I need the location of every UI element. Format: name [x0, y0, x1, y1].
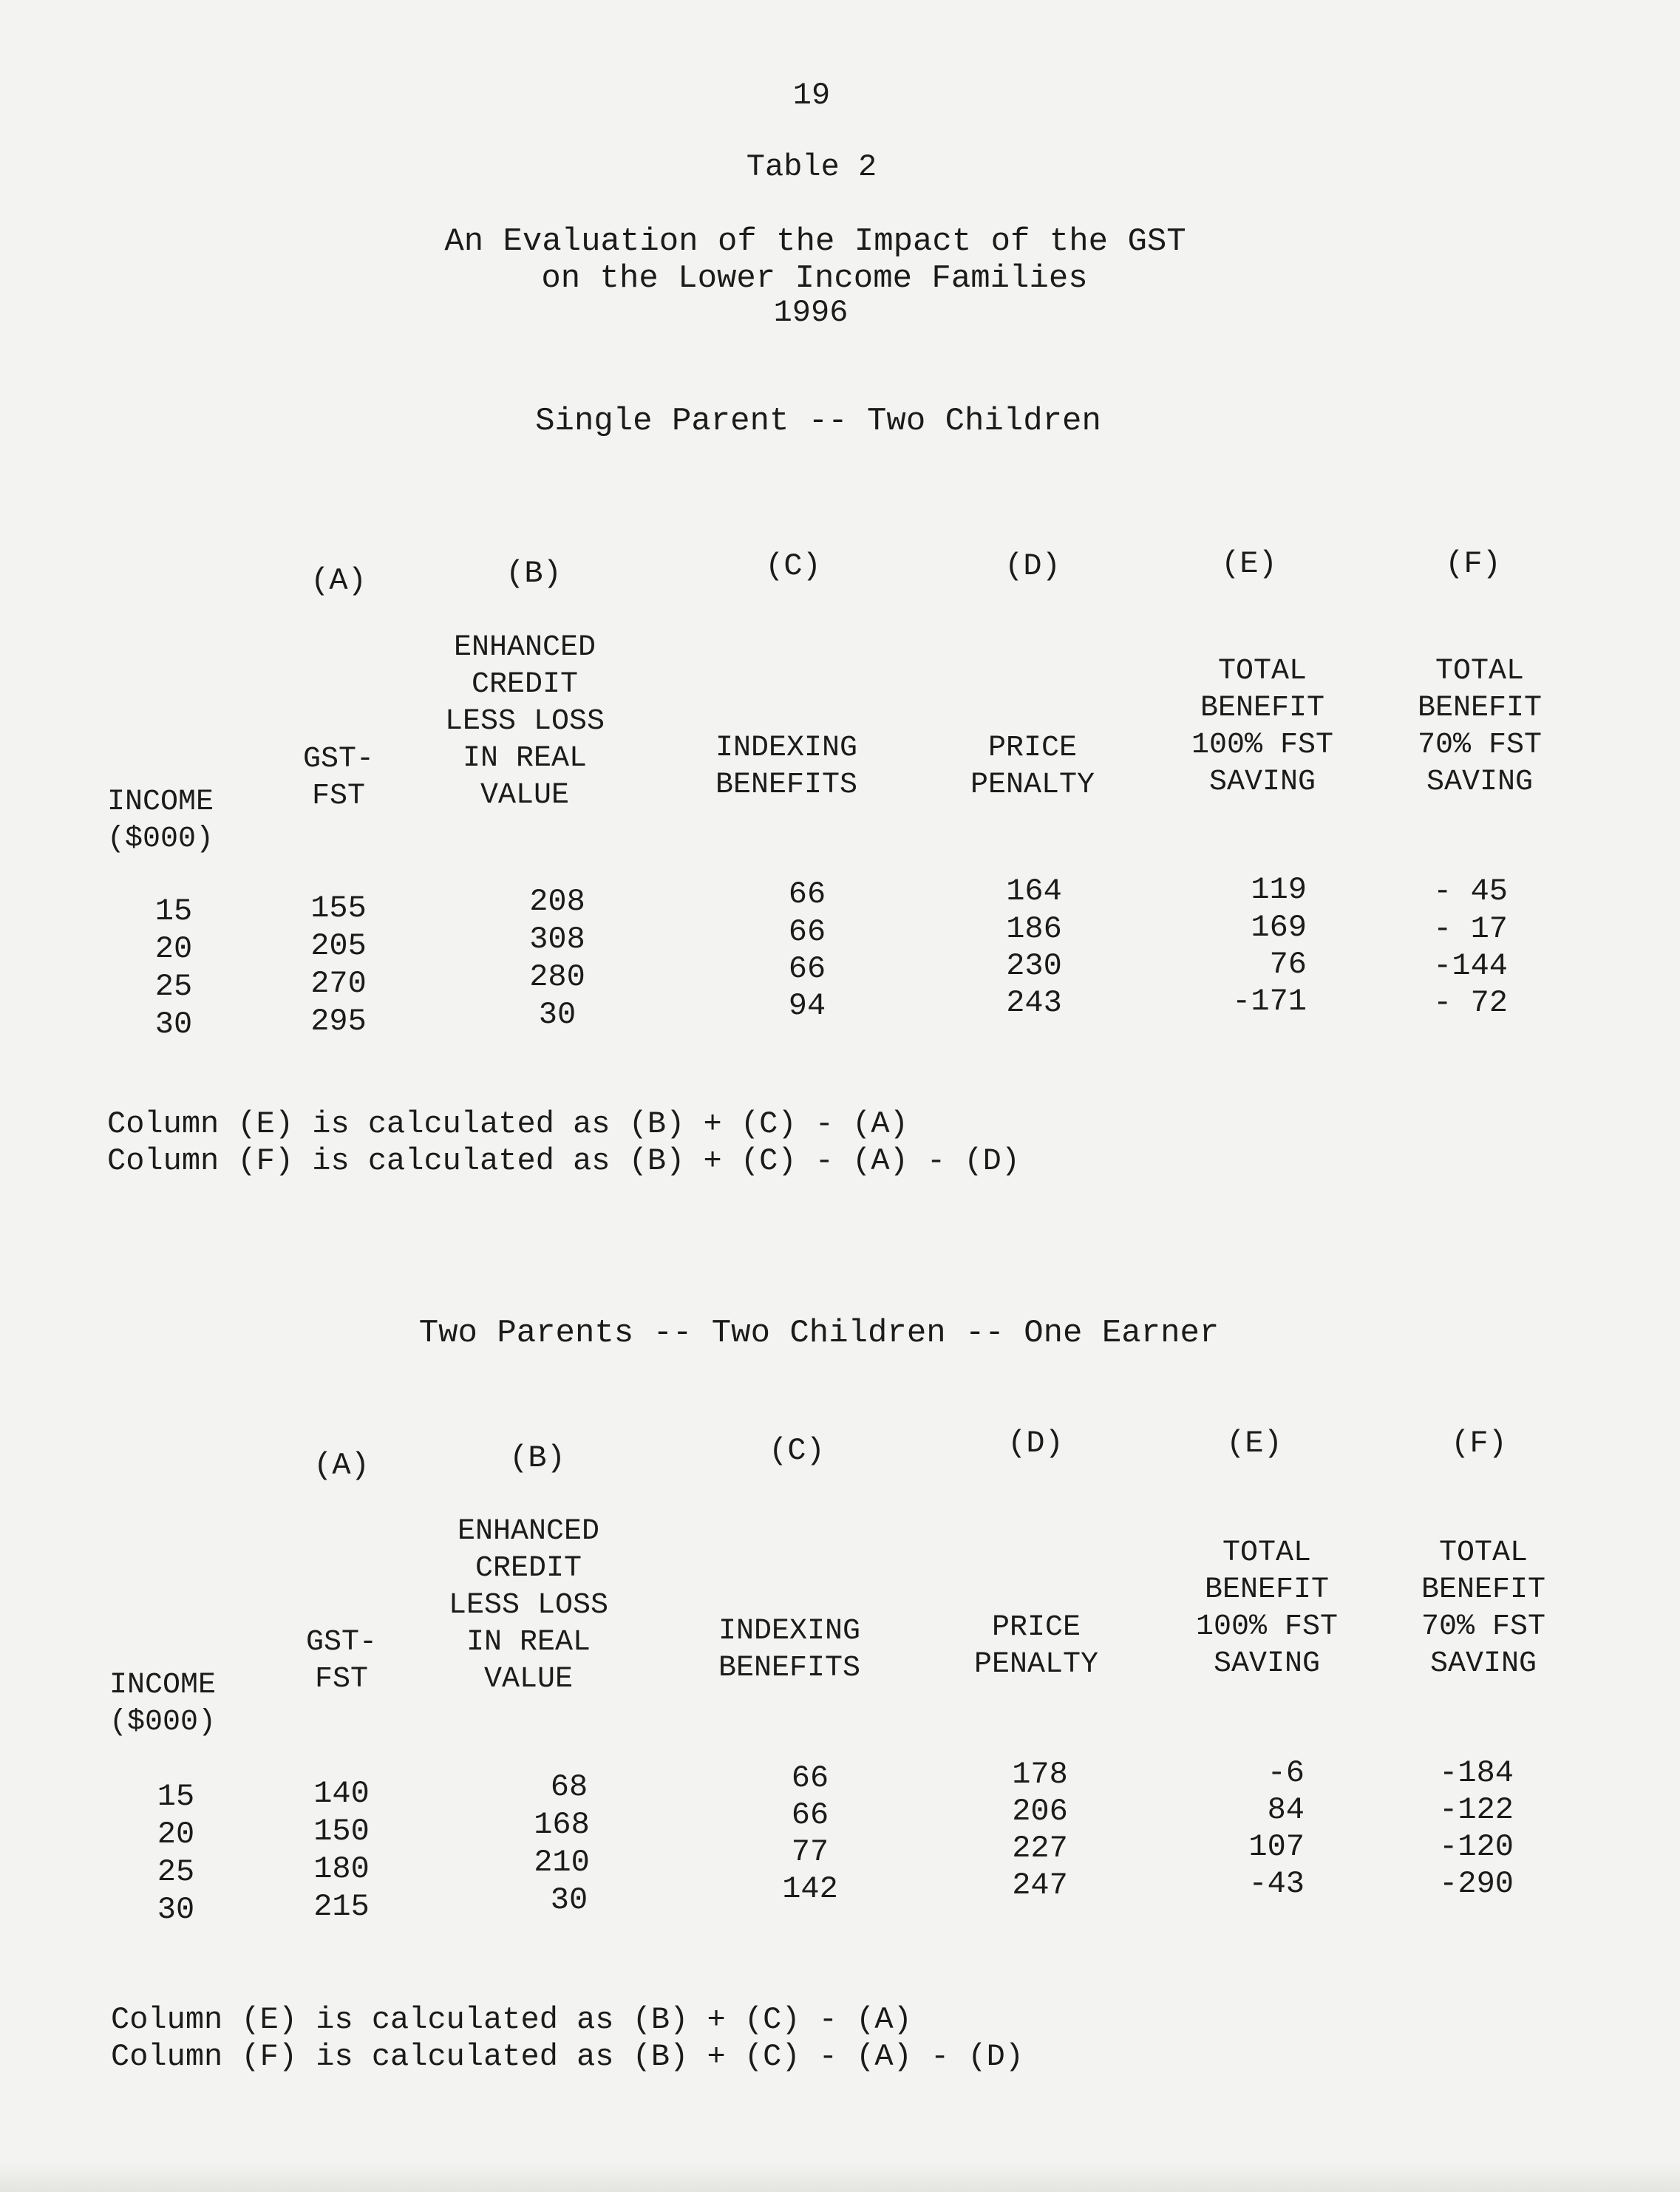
header-e: TOTAL BENEFIT 100% FST SAVING [1195, 1536, 1339, 1681]
header-d: PRICE PENALTY [970, 732, 1095, 802]
gst-fst-cell: 150 [313, 1814, 370, 1849]
enhanced-credit-cell: 30 [538, 997, 577, 1032]
total-70-cell: -184 [1439, 1755, 1514, 1791]
price-penalty-cell: 243 [1006, 985, 1062, 1021]
total-70-cell: -122 [1439, 1792, 1514, 1828]
column-letter-d: (D) [1007, 1426, 1064, 1461]
formula-note-f: Column (F) is calculated as (B) + (C) - (A) - (D) [107, 1143, 1021, 1179]
total-100-cell: -6 [1267, 1755, 1305, 1791]
table-title-line2: on the Lower Income Families [541, 260, 1088, 297]
indexing-cell: 66 [791, 1760, 829, 1796]
indexing-cell: 77 [791, 1834, 829, 1870]
header-f: TOTAL BENEFIT 70% FST SAVING [1417, 655, 1543, 799]
total-100-cell: 169 [1251, 910, 1307, 945]
total-100-cell: -171 [1232, 984, 1307, 1019]
table-title-line1: An Evaluation of the Impact of the GST [444, 223, 1186, 260]
enhanced-credit-cell: 30 [550, 1882, 588, 1918]
income-cell: 20 [154, 931, 193, 967]
indexing-cell: 66 [788, 877, 826, 912]
column-letter-b: (B) [509, 1440, 565, 1476]
price-penalty-cell: 206 [1012, 1794, 1068, 1829]
table-year: 1996 [773, 295, 848, 330]
gst-fst-cell: 270 [310, 966, 367, 1001]
gst-fst-cell: 215 [313, 1889, 370, 1924]
indexing-cell: 66 [788, 914, 826, 950]
total-70-cell: -144 [1433, 948, 1508, 984]
income-cell: 15 [154, 894, 193, 929]
total-70-cell: - 72 [1433, 985, 1508, 1021]
gst-fst-cell: 295 [310, 1004, 367, 1039]
income-cell: 20 [157, 1817, 195, 1852]
column-letter-a: (A) [310, 563, 367, 599]
section-title: Two Parents -- Two Children -- One Earner [418, 1315, 1220, 1352]
total-100-cell: 76 [1269, 947, 1307, 982]
price-penalty-cell: 164 [1006, 874, 1062, 909]
column-letter-c: (C) [765, 548, 821, 584]
gst-fst-cell: 205 [310, 928, 367, 964]
header-b: ENHANCED CREDIT LESS LOSS IN REAL VALUE [448, 1515, 609, 1696]
page-scan-edge [0, 2162, 1680, 2192]
column-letter-b: (B) [506, 556, 562, 591]
price-penalty-cell: 227 [1012, 1831, 1068, 1866]
enhanced-credit-cell: 168 [534, 1807, 590, 1842]
total-100-cell: 119 [1251, 872, 1307, 908]
income-cell: 30 [154, 1007, 193, 1042]
header-c: INDEXING BENEFITS [718, 1615, 861, 1685]
gst-fst-cell: 155 [310, 891, 367, 926]
price-penalty-cell: 247 [1012, 1868, 1068, 1903]
column-letter-a: (A) [313, 1448, 370, 1483]
header-e: TOTAL BENEFIT 100% FST SAVING [1191, 655, 1334, 799]
table-label: Table 2 [746, 149, 877, 185]
column-letter-d: (D) [1004, 548, 1061, 584]
formula-note-e: Column (E) is calculated as (B) + (C) - (A) [111, 2002, 912, 2038]
enhanced-credit-cell: 68 [550, 1769, 588, 1805]
price-penalty-cell: 178 [1012, 1757, 1068, 1792]
enhanced-credit-cell: 280 [529, 959, 585, 995]
income-cell: 25 [157, 1854, 195, 1890]
formula-note-e: Column (E) is calculated as (B) + (C) - (A) [107, 1106, 908, 1142]
gst-fst-cell: 180 [313, 1851, 370, 1887]
header-c: INDEXING BENEFITS [715, 732, 858, 802]
indexing-cell: 66 [788, 951, 826, 987]
income-cell: 15 [157, 1779, 195, 1814]
header-income: INCOME ($000) [109, 1669, 217, 1739]
total-100-cell: 84 [1267, 1792, 1305, 1828]
total-100-cell: 107 [1248, 1829, 1305, 1865]
column-letter-e: (E) [1226, 1426, 1282, 1461]
price-penalty-cell: 186 [1006, 911, 1062, 947]
header-b: ENHANCED CREDIT LESS LOSS IN REAL VALUE [444, 631, 605, 812]
income-cell: 30 [157, 1892, 195, 1927]
formula-note-f: Column (F) is calculated as (B) + (C) - (A) - (D) [111, 2039, 1024, 2074]
gst-fst-cell: 140 [313, 1776, 370, 1811]
indexing-cell: 94 [788, 988, 826, 1024]
enhanced-credit-cell: 210 [534, 1845, 590, 1880]
total-70-cell: - 45 [1433, 874, 1508, 909]
section-title: Single Parent -- Two Children [535, 403, 1101, 440]
header-f: TOTAL BENEFIT 70% FST SAVING [1421, 1536, 1546, 1681]
income-cell: 25 [154, 969, 193, 1004]
indexing-cell: 142 [782, 1871, 838, 1907]
column-letter-f: (F) [1445, 546, 1501, 582]
total-70-cell: -290 [1439, 1866, 1514, 1902]
column-letter-e: (E) [1221, 546, 1277, 582]
header-income: INCOME ($000) [107, 786, 214, 856]
indexing-cell: 66 [791, 1797, 829, 1833]
total-100-cell: -43 [1248, 1866, 1305, 1902]
page-number: 19 [792, 78, 831, 113]
enhanced-credit-cell: 308 [529, 922, 585, 957]
column-letter-c: (C) [769, 1433, 825, 1468]
total-70-cell: -120 [1439, 1829, 1514, 1865]
price-penalty-cell: 230 [1006, 948, 1062, 984]
enhanced-credit-cell: 208 [529, 884, 585, 919]
header-a: GST- FST [305, 1626, 378, 1696]
total-70-cell: - 17 [1433, 911, 1508, 947]
column-letter-f: (F) [1451, 1426, 1507, 1461]
header-d: PRICE PENALTY [973, 1611, 1099, 1681]
header-a: GST- FST [302, 743, 375, 813]
